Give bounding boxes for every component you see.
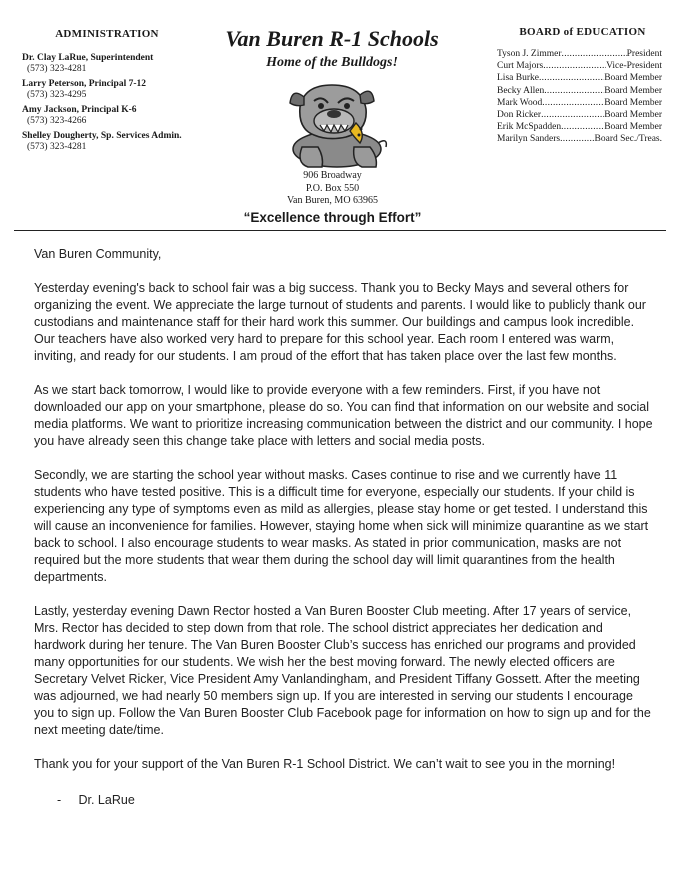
board-member-role: Board Sec./Treas.	[594, 134, 662, 145]
board-member-role: Board Member	[604, 85, 662, 96]
board-member	[497, 109, 662, 121]
admin-person	[22, 131, 222, 153]
admin-person	[22, 53, 222, 75]
letter-greeting: Van Buren Community,	[34, 247, 162, 261]
admin-name: Larry Peterson, Principal 7-12	[22, 79, 147, 89]
board-member-name: Mark Wood	[497, 97, 543, 108]
board-member-role: Board Member	[604, 97, 662, 108]
admin-name: Shelley Dougherty, Sp. Services Admin.	[22, 131, 182, 141]
address-line: Van Buren, MO 63965	[286, 195, 379, 206]
letter-paragraph: Thank you for your support of the Van Buren R-1 School District. We can’t wait to see you in the morning!	[34, 757, 616, 771]
admin-phone: (573) 323-4295	[27, 90, 87, 100]
board-heading: BOARD of EDUCATION	[519, 26, 646, 38]
administration-block	[22, 28, 222, 157]
letter-paragraph: Secondly, we are starting the school year without masks. Cases continue to rise and we currently have 11 students who have tested positive. This is a difficult time for everyone, especially our students. If your child is experiencing any type of symptoms even as mild as allergies, please stay home or get tested. I understand this will cause an inconvenience for families. However, staying home when sick will minimize quarantine as we start back to school. I also encourage students to wear masks. As stated in prior communication, masks are not required but the more students that wear them during the school day will limit quarantines from the health departments.	[34, 468, 649, 584]
board-member	[497, 133, 662, 145]
admin-person	[22, 105, 222, 127]
letter-signature	[57, 792, 135, 809]
letterhead-center	[222, 26, 442, 172]
board-member-role: Vice-President	[606, 61, 662, 72]
signature-dash: -	[57, 793, 62, 807]
board-member	[497, 85, 662, 97]
letter-body	[34, 246, 654, 790]
admin-name: Amy Jackson, Principal K-6	[22, 105, 137, 115]
letter-paragraph: Lastly, yesterday evening Dawn Rector hosted a Van Buren Booster Club meeting. After 17 years of service, Mrs. Rector has decided to step down from that role. The school district appreciates her dedication and hardwork during her tenure. The Van Buren Booster Club’s success has enriched our programs and provided many opportunities for our students. We wish her the best moving forward. The newly elected officers are Secretary Velvet Ricker, Vice President Amy Vanlandingham, and President Tiffany Gossett. After the meeting was adjourned, we had nearly 50 members sign up. If you are interested in serving our students I encourage you to sign up. Follow the Van Buren Booster Club Facebook page for information on how to sign up and for the next meeting date/time.	[34, 604, 651, 737]
board-member-role: Board Member	[604, 122, 662, 133]
board-member-role: Board Member	[604, 110, 662, 121]
letter-paragraph: Yesterday evening's back to school fair was a big success. Thank you to Becky Mays and several others for organizing the event. We appreciate the large turnout of students and parents. I would like to publicly thank our custodians and maintenance staff for their hard work this summer. Our buildings and campus look incredible. Our teachers have also worked very hard to prepare for this school year. Each room I entered was warm, inviting, and ready for our students. I am proud of the effort that has taken place over the last few months.	[34, 281, 646, 363]
board-member	[497, 48, 662, 60]
board-member-name: Don Ricker	[497, 110, 542, 121]
board-member-name: Lisa Burke	[497, 73, 539, 84]
admin-phone: (573) 323-4281	[27, 64, 87, 74]
address-line: P.O. Box 550	[305, 182, 360, 194]
board-member-name: Becky Allen	[497, 85, 545, 96]
bulldog-mascot-icon	[262, 77, 402, 172]
letterhead-divider	[14, 230, 666, 231]
signature-name: Dr. LaRue	[78, 793, 135, 807]
admin-person	[22, 79, 222, 101]
admin-phone: (573) 323-4281	[27, 142, 87, 152]
letter-paragraph: As we start back tomorrow, I would like to provide everyone with a few reminders. First, if you have not downloaded our app on your smartphone, please do so. You can find that information on our website and social media platforms. We want to prioritize increasing communication between the district and our community. I hope you have already seen this change take place with letters and social media posts.	[34, 383, 653, 448]
administration-heading: ADMINISTRATION	[55, 28, 159, 40]
board-member	[497, 60, 662, 72]
school-motto: “Excellence through Effort”	[243, 209, 422, 225]
school-address	[240, 170, 425, 226]
board-member-role: Board Member	[604, 73, 662, 84]
school-subtitle: Home of the Bulldogs!	[266, 55, 398, 70]
board-member-name: Curt Majors	[497, 61, 544, 72]
admin-phone: (573) 323-4266	[27, 116, 87, 126]
board-member-name: Tyson J. Zimmer	[497, 49, 562, 59]
board-member-role: President	[626, 49, 662, 59]
board-member	[497, 97, 662, 109]
board-member-name: Marilyn Sanders	[497, 134, 561, 145]
board-member	[497, 121, 662, 133]
school-title: Van Buren R-1 Schools	[225, 26, 439, 51]
admin-name: Dr. Clay LaRue, Superintendent	[22, 53, 154, 63]
board-member-name: Erik McSpadden	[497, 122, 562, 133]
address-line: 906 Broadway	[303, 170, 362, 181]
board-of-education-block	[497, 26, 662, 146]
board-member	[497, 72, 662, 84]
